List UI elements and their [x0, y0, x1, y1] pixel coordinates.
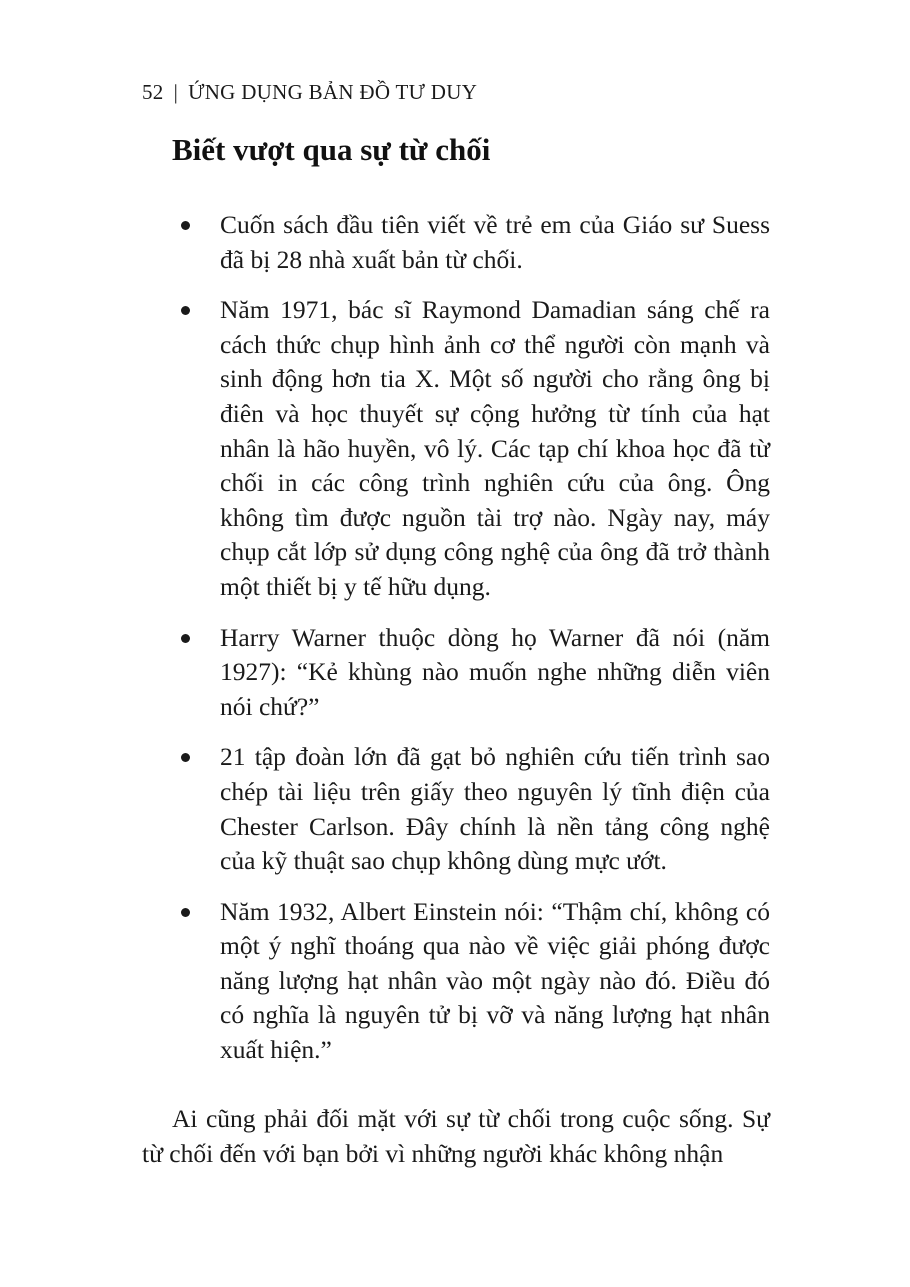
bullet-item — [172, 293, 770, 604]
bullet-item — [172, 621, 770, 725]
bullet-text: Harry Warner thuộc dòng họ Warner đã nói (năm 1927): “Kẻ khùng nào muốn nghe những diễn viên nói chứ?” — [220, 622, 770, 721]
bullet-list — [172, 208, 770, 1084]
bullet-dot-icon — [181, 221, 190, 230]
page-number: 52 — [142, 80, 164, 104]
bullet-item — [172, 895, 770, 1068]
bullet-dot-icon — [181, 753, 190, 762]
closing-paragraph: Ai cũng phải đối mặt với sự từ chối trong cuộc sống. Sự từ chối đến với bạn bởi vì những người khác không nhận — [142, 1104, 770, 1168]
section-title: Biết vượt qua sự từ chối — [172, 132, 491, 167]
bullet-text: Năm 1932, Albert Einstein nói: “Thậm chí, không có một ý nghĩ thoáng qua nào về việc giải phóng được năng lượng hạt nhân vào một ngày nào đó. Điều đó có nghĩa là nguyên tử bị vỡ và năng lượng hạt nhân xuất hiện.” — [220, 896, 770, 1065]
running-header — [142, 80, 477, 105]
bullet-item — [172, 740, 770, 878]
bullet-dot-icon — [181, 634, 190, 643]
bullet-text: Năm 1971, bác sĩ Raymond Damadian sáng chế ra cách thức chụp hình ảnh cơ thể người còn mạnh và sinh động hơn tia X. Một số người cho rằng ông bị điên và học thuyết sự cộng hưởng từ tính của hạt nhân là hão huyền, vô lý. Các tạp chí khoa học đã từ chối in các công trình nghiên cứu của ông. Ông không tìm được nguồn tài trợ nào. Ngày nay, máy chụp cắt lớp sử dụng công nghệ của ông đã trở thành một thiết bị y tế hữu dụng. — [220, 295, 770, 601]
bullet-text: Cuốn sách đầu tiên viết về trẻ em của Giáo sư Suess đã bị 28 nhà xuất bản từ chối. — [220, 210, 770, 274]
bullet-dot-icon — [181, 306, 190, 315]
book-title: ỨNG DỤNG BẢN ĐỒ TƯ DUY — [188, 80, 478, 104]
header-separator: | — [173, 80, 179, 104]
bullet-item — [172, 208, 770, 277]
bullet-dot-icon — [181, 908, 190, 917]
bullet-text: 21 tập đoàn lớn đã gạt bỏ nghiên cứu tiến trình sao chép tài liệu trên giấy theo nguyên lý tĩnh điện của Chester Carlson. Đây chính là nền tảng công nghệ của kỹ thuật sao chụp không dùng mực ướt. — [220, 742, 770, 876]
